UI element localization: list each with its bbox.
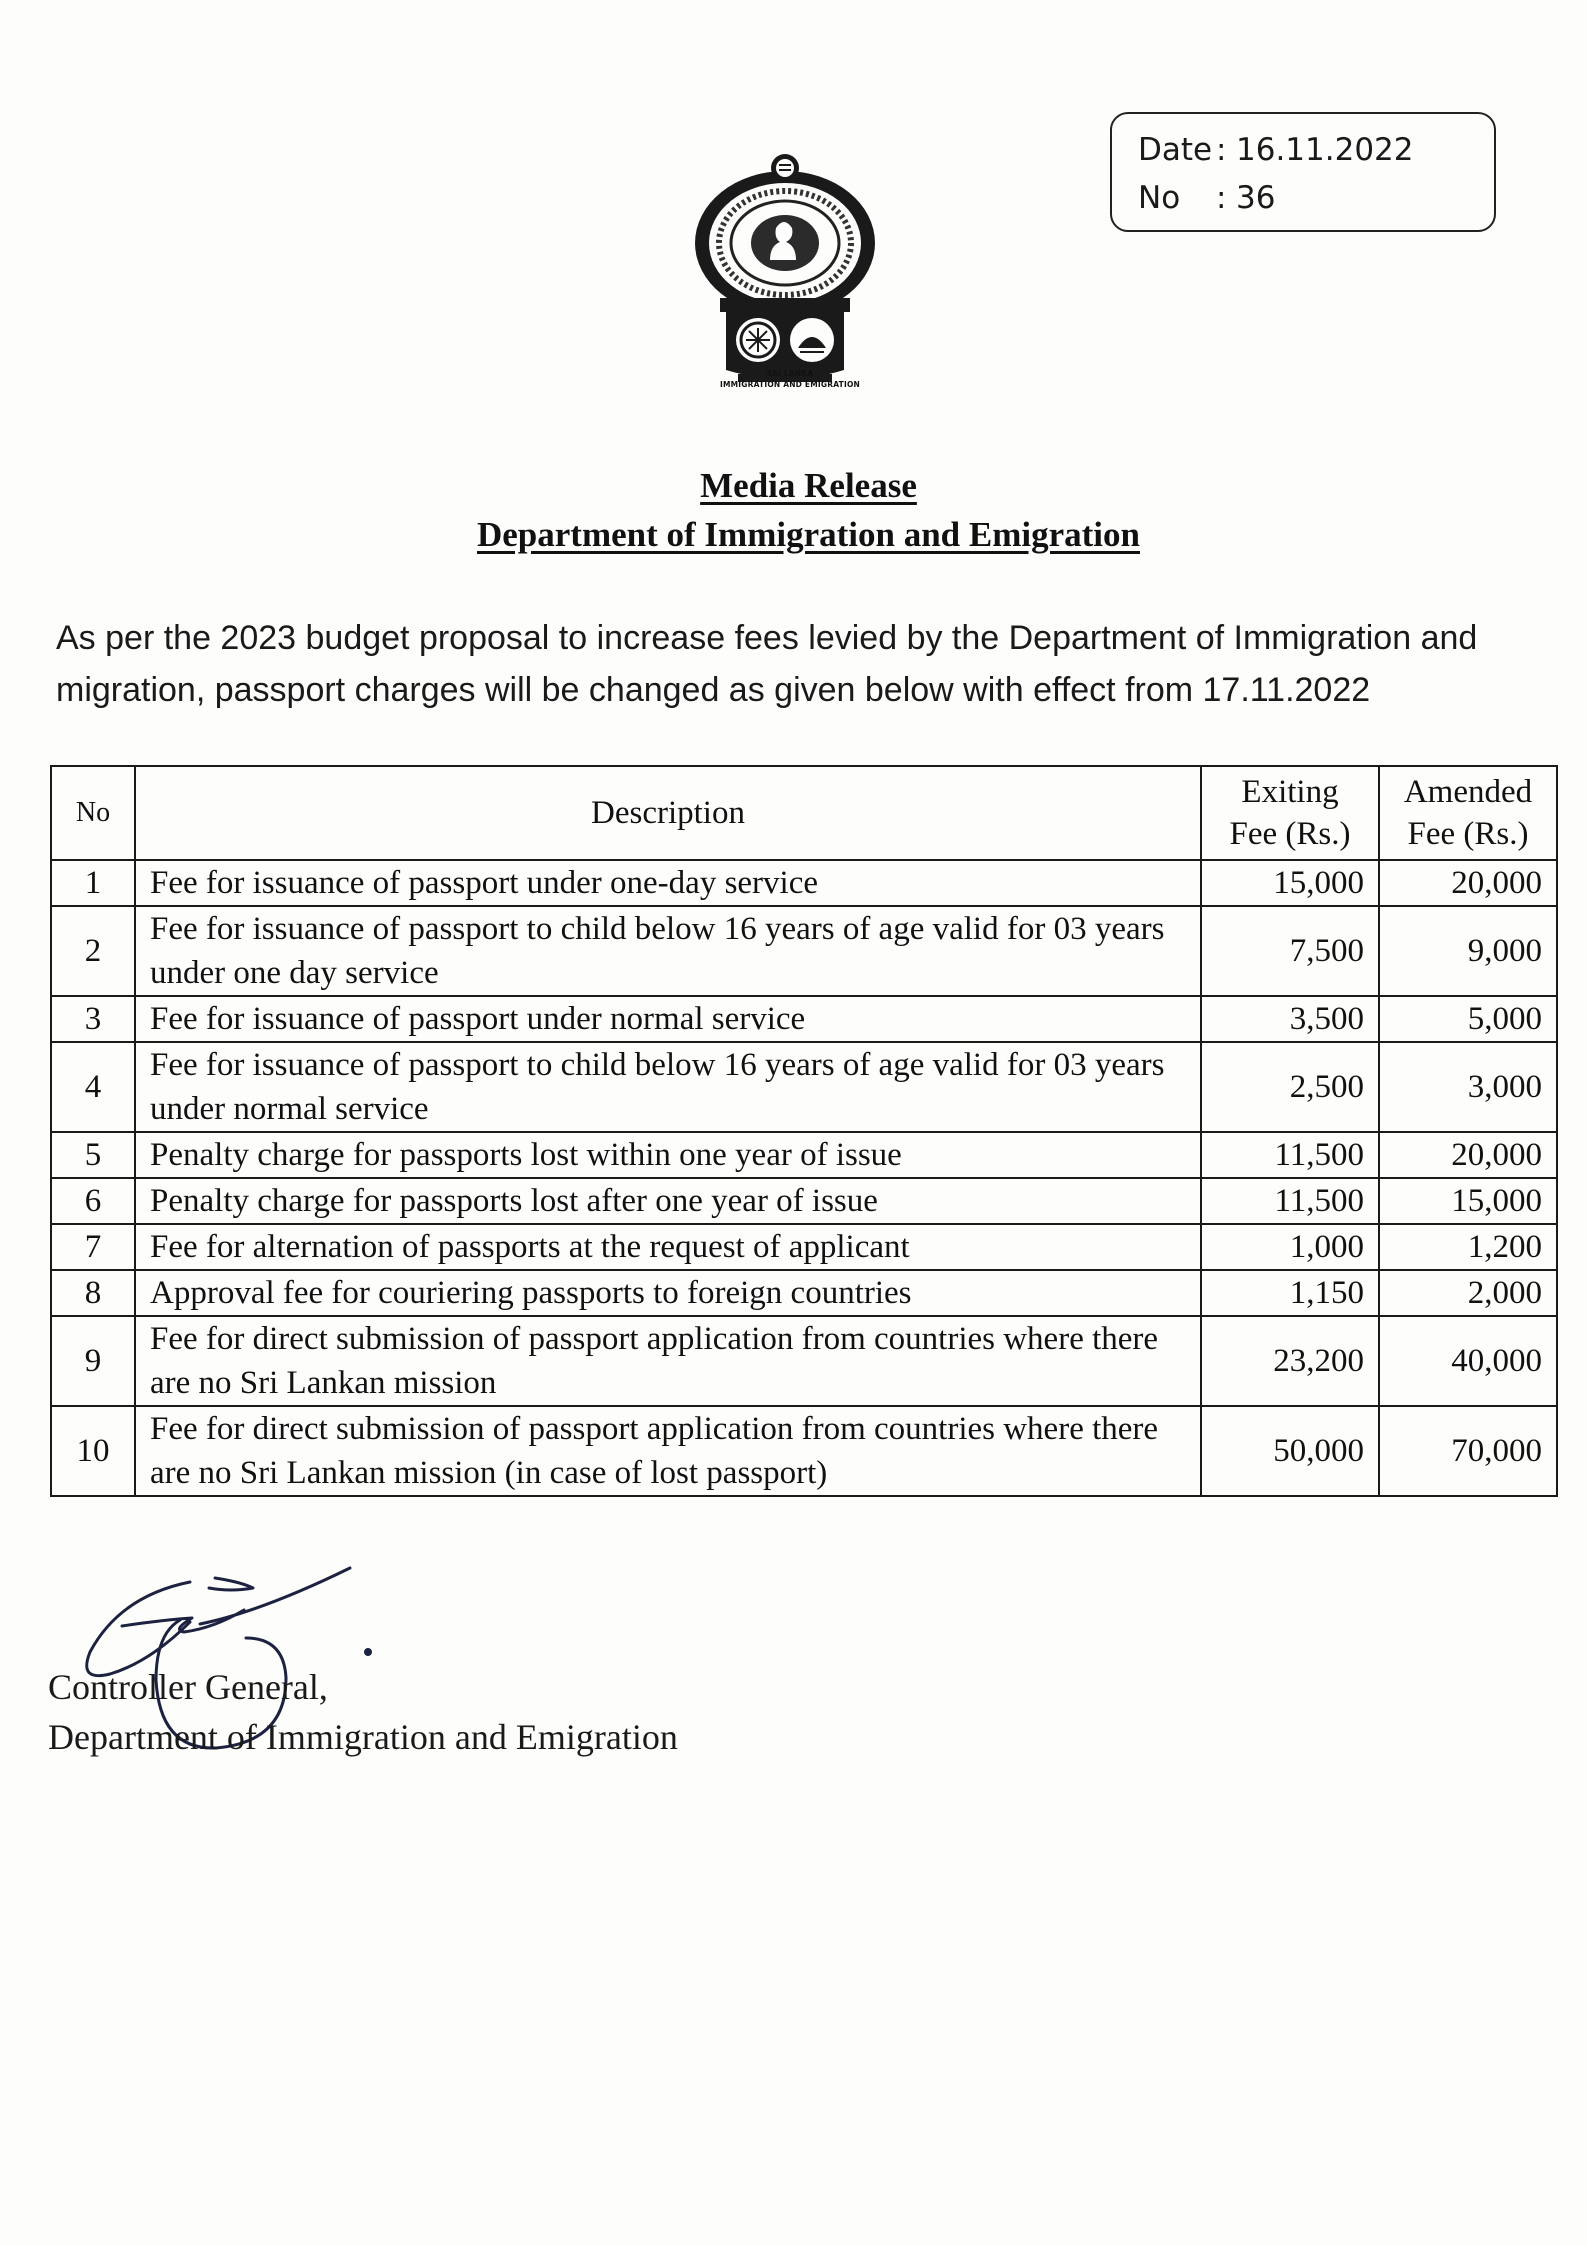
row-number: 1 bbox=[51, 860, 135, 906]
header-amended-line1: Amended bbox=[1403, 774, 1533, 810]
row-description: Penalty charge for passports lost within one year of issue bbox=[135, 1132, 1201, 1178]
number-value: 36 bbox=[1236, 180, 1276, 216]
row-amended-fee: 1,200 bbox=[1379, 1224, 1557, 1270]
reference-box bbox=[1110, 112, 1496, 232]
row-description: Penalty charge for passports lost after one year of issue bbox=[135, 1178, 1201, 1224]
table-row bbox=[51, 1270, 1557, 1316]
row-description: Fee for issuance of passport under one-day service bbox=[135, 860, 1201, 906]
row-existing-fee: 11,500 bbox=[1201, 1132, 1379, 1178]
row-description: Approval fee for couriering passports to foreign countries bbox=[135, 1270, 1201, 1316]
row-description: Fee for alternation of passports at the request of applicant bbox=[135, 1224, 1201, 1270]
emblem-caption-department: IMMIGRATION AND EMIGRATION bbox=[719, 380, 861, 389]
header-no: No bbox=[51, 766, 135, 860]
fee-table bbox=[50, 765, 1558, 1497]
intro-paragraph: As per the 2023 budget proposal to increase fees levied by the Department of Immigration and migration, passport charges will be changed as given below with effect from 17.11.2022 bbox=[56, 619, 1478, 709]
row-existing-fee: 2,500 bbox=[1201, 1042, 1379, 1132]
row-amended-fee: 2,000 bbox=[1379, 1270, 1557, 1316]
row-amended-fee: 20,000 bbox=[1379, 1132, 1557, 1178]
table-row bbox=[51, 1224, 1557, 1270]
table-row bbox=[51, 1316, 1557, 1406]
header-existing-line2: Fee (Rs.) bbox=[1229, 816, 1351, 852]
row-description: Fee for direct submission of passport application from countries where there are no Sri Lankan mission (in case of lost passport) bbox=[135, 1406, 1201, 1496]
row-number: 8 bbox=[51, 1270, 135, 1316]
row-amended-fee: 3,000 bbox=[1379, 1042, 1557, 1132]
row-number: 7 bbox=[51, 1224, 135, 1270]
row-existing-fee: 3,500 bbox=[1201, 996, 1379, 1042]
department-heading: Department of Immigration and Emigration bbox=[476, 515, 1140, 554]
signatory-block bbox=[48, 1662, 678, 1762]
row-description: Fee for direct submission of passport application from countries where there are no Sri Lankan mission bbox=[135, 1316, 1201, 1406]
row-amended-fee: 5,000 bbox=[1379, 996, 1557, 1042]
number-row bbox=[1138, 178, 1275, 218]
table-header-row bbox=[51, 766, 1557, 860]
number-separator: : bbox=[1216, 180, 1227, 216]
table-row bbox=[51, 906, 1557, 996]
document-title: Media Release bbox=[700, 466, 917, 505]
row-number: 6 bbox=[51, 1178, 135, 1224]
row-number: 9 bbox=[51, 1316, 135, 1406]
table-row bbox=[51, 860, 1557, 906]
emblem-caption bbox=[690, 368, 890, 390]
row-amended-fee: 20,000 bbox=[1379, 860, 1557, 906]
row-existing-fee: 50,000 bbox=[1201, 1406, 1379, 1496]
header-existing-fee bbox=[1201, 766, 1379, 860]
row-description: Fee for issuance of passport to child below 16 years of age valid for 03 years under normal service bbox=[135, 1042, 1201, 1132]
header-description: Description bbox=[135, 766, 1201, 860]
header-existing-line1: Exiting bbox=[1241, 774, 1339, 810]
number-label: No bbox=[1138, 180, 1181, 216]
header-amended-line2: Fee (Rs.) bbox=[1407, 816, 1529, 852]
row-existing-fee: 1,150 bbox=[1201, 1270, 1379, 1316]
header-amended-fee bbox=[1379, 766, 1557, 860]
row-existing-fee: 11,500 bbox=[1201, 1178, 1379, 1224]
row-amended-fee: 9,000 bbox=[1379, 906, 1557, 996]
row-description: Fee for issuance of passport under normal service bbox=[135, 996, 1201, 1042]
department-emblem bbox=[680, 148, 890, 398]
row-number: 10 bbox=[51, 1406, 135, 1496]
signatory-title: Controller General, bbox=[48, 1667, 328, 1707]
row-amended-fee: 40,000 bbox=[1379, 1316, 1557, 1406]
date-separator: : bbox=[1216, 132, 1227, 168]
row-amended-fee: 70,000 bbox=[1379, 1406, 1557, 1496]
row-number: 3 bbox=[51, 996, 135, 1042]
row-number: 2 bbox=[51, 906, 135, 996]
date-row bbox=[1138, 130, 1414, 170]
table-row bbox=[51, 1132, 1557, 1178]
row-description: Fee for issuance of passport to child below 16 years of age valid for 03 years under one day service bbox=[135, 906, 1201, 996]
date-value: 16.11.2022 bbox=[1236, 132, 1414, 168]
emblem-caption-country: SRI LANKA bbox=[766, 369, 814, 378]
row-existing-fee: 1,000 bbox=[1201, 1224, 1379, 1270]
row-amended-fee: 15,000 bbox=[1379, 1178, 1557, 1224]
date-label: Date bbox=[1138, 132, 1213, 168]
row-existing-fee: 15,000 bbox=[1201, 860, 1379, 906]
table-row bbox=[51, 996, 1557, 1042]
row-existing-fee: 7,500 bbox=[1201, 906, 1379, 996]
row-number: 5 bbox=[51, 1132, 135, 1178]
signatory-department: Department of Immigration and Emigration bbox=[48, 1717, 678, 1757]
table-row bbox=[51, 1406, 1557, 1496]
row-number: 4 bbox=[51, 1042, 135, 1132]
table-row bbox=[51, 1042, 1557, 1132]
row-existing-fee: 23,200 bbox=[1201, 1316, 1379, 1406]
table-row bbox=[51, 1178, 1557, 1224]
